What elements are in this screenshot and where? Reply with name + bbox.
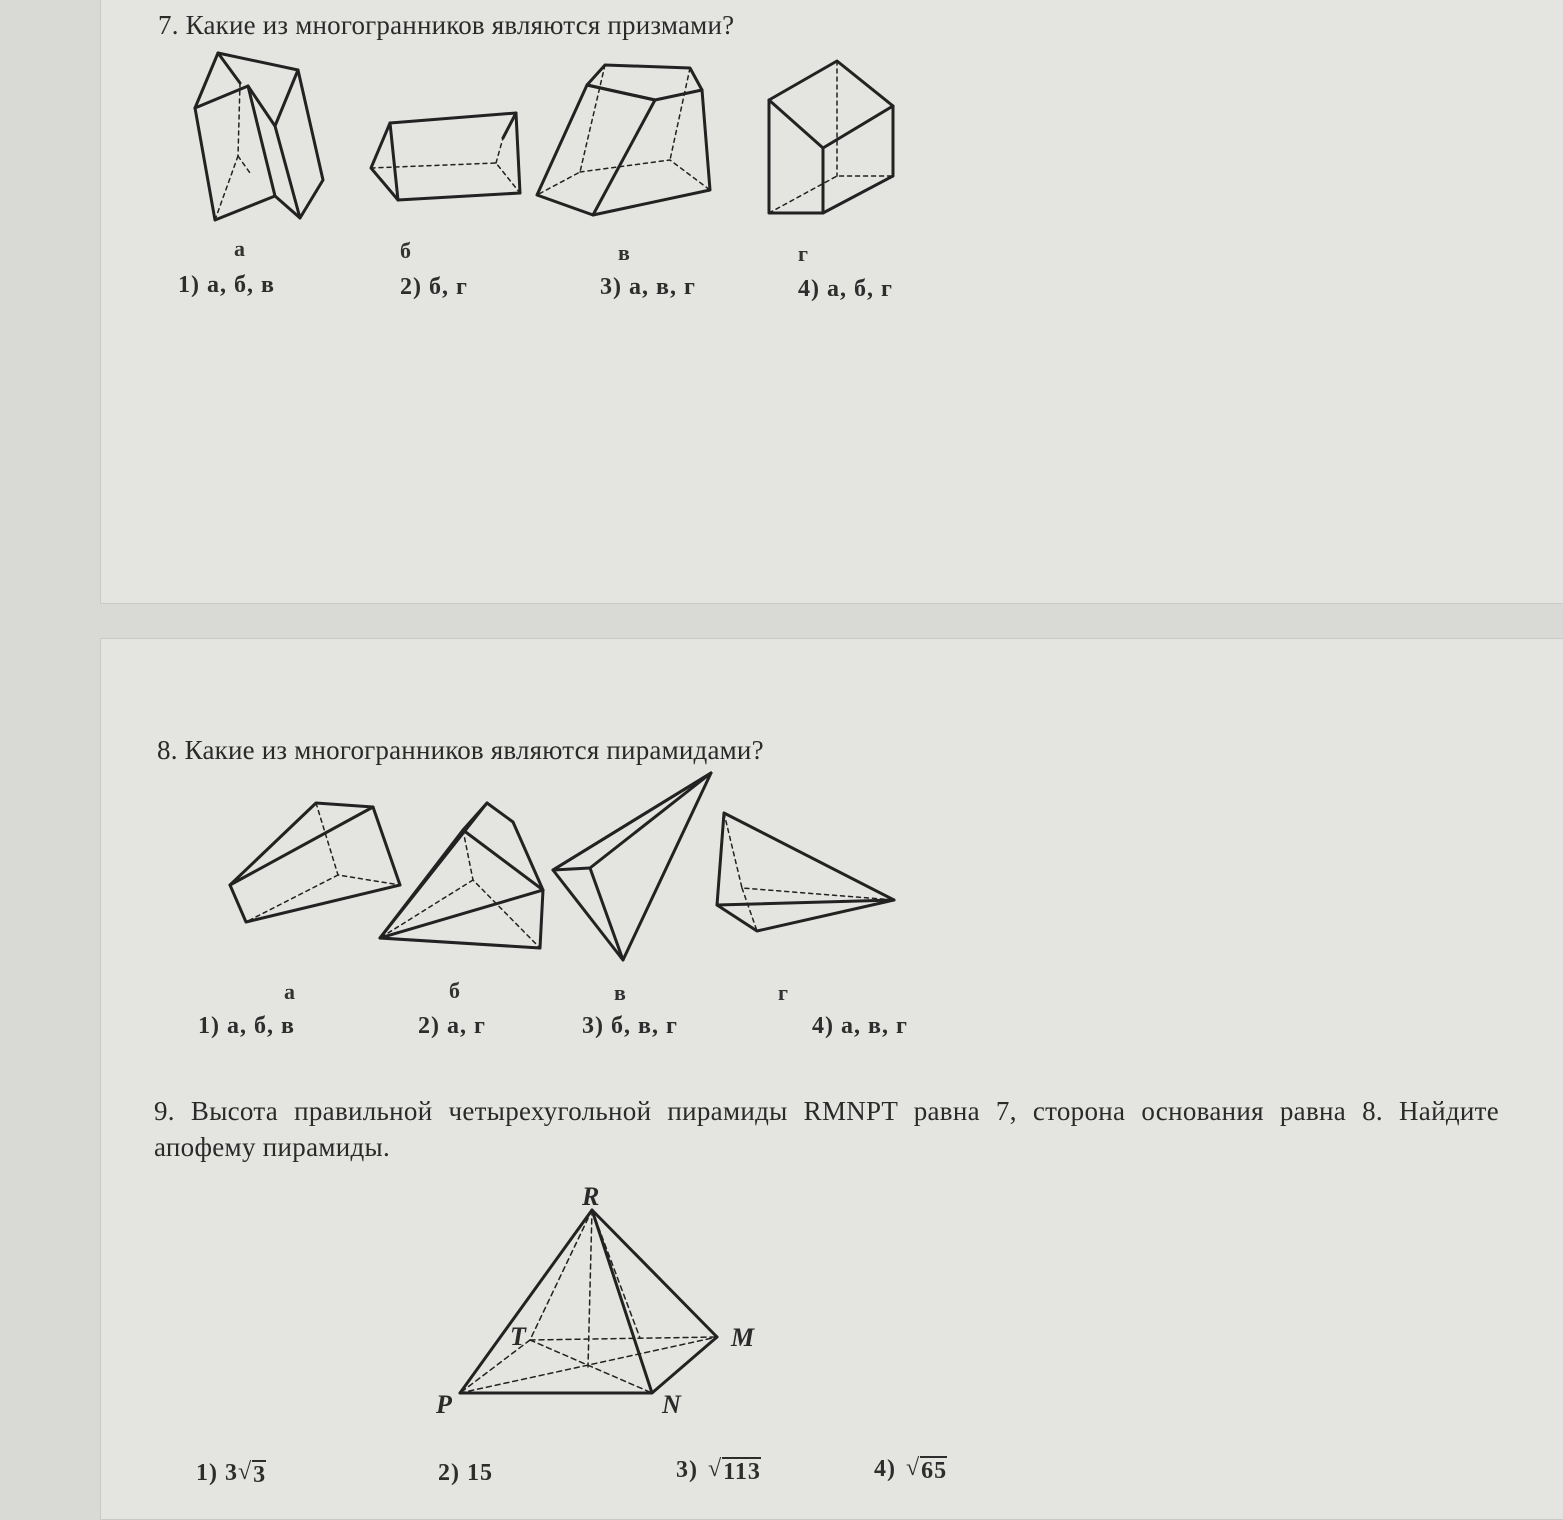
option-9-3-prefix: 3) — [676, 1457, 698, 1483]
answer-option-4[interactable]: 4) а, б, г — [798, 276, 893, 302]
question-7-text: 7. Какие из многогранников являются призмами? — [158, 10, 735, 40]
answer-option-8-4[interactable]: 4) а, в, г — [812, 1013, 908, 1039]
vertex-label-n: N — [662, 1390, 681, 1419]
pyramid-figure-8d — [712, 808, 902, 943]
option-9-4-prefix: 4) — [874, 1456, 896, 1482]
square-root-symbol: √ — [906, 1455, 921, 1481]
figure-label-8a: а — [284, 979, 295, 1004]
prism-figure-d — [765, 58, 900, 223]
figure-label-d: г — [798, 241, 808, 266]
answer-option-8-1[interactable]: 1) а, б, в — [198, 1013, 295, 1039]
answer-option-2[interactable]: 2) б, г — [400, 274, 468, 300]
figure-label-c: в — [618, 240, 630, 265]
answer-option-9-4[interactable] — [874, 1456, 947, 1484]
question-card-8-9 — [100, 638, 1563, 1520]
answer-option-9-1[interactable] — [196, 1460, 266, 1488]
option-9-4-radicand: 65 — [921, 1458, 948, 1484]
vertex-label-p: P — [436, 1390, 452, 1419]
polyhedron-figure-c — [535, 60, 715, 225]
pyramid-figure-8b — [375, 800, 550, 960]
answer-option-8-3[interactable]: 3) б, в, г — [582, 1013, 678, 1039]
answer-option-9-3[interactable] — [676, 1457, 761, 1485]
answer-option-3[interactable]: 3) а, в, г — [600, 274, 696, 300]
vertex-label-m: M — [731, 1323, 755, 1352]
vertex-label-t: T — [510, 1322, 526, 1351]
pyramid-figure-8c — [548, 768, 718, 973]
pyramid-figure-rmnpt — [455, 1205, 735, 1410]
question-9-text: 9. Высота правильной четырехугольной пирамиды RMNPT равна 7, сторона основания равна 8. Найдите апофему пирамиды. — [154, 1096, 1499, 1162]
question-8-text: 8. Какие из многогранников являются пирамидами? — [157, 735, 764, 765]
answer-option-8-2[interactable]: 2) а, г — [418, 1013, 486, 1039]
square-root-symbol: √ — [708, 1456, 723, 1482]
prism-figure-b — [368, 108, 528, 213]
option-9-1-radicand: 3 — [253, 1462, 267, 1488]
prism-figure-a — [190, 48, 330, 238]
figure-label-b: б — [400, 238, 411, 263]
figure-label-8d: г — [778, 980, 788, 1005]
figure-label-8c: в — [614, 980, 626, 1005]
answer-option-9-2[interactable]: 2) 15 — [438, 1460, 493, 1486]
figure-label-a: а — [234, 236, 245, 261]
square-root-symbol: √ — [238, 1459, 253, 1485]
answer-option-1[interactable]: 1) а, б, в — [178, 272, 275, 298]
option-9-1-prefix: 1) 3 — [196, 1460, 238, 1486]
vertex-label-r: R — [582, 1182, 600, 1211]
figure-label-8b: б — [449, 978, 460, 1003]
option-9-3-radicand: 113 — [723, 1459, 761, 1485]
